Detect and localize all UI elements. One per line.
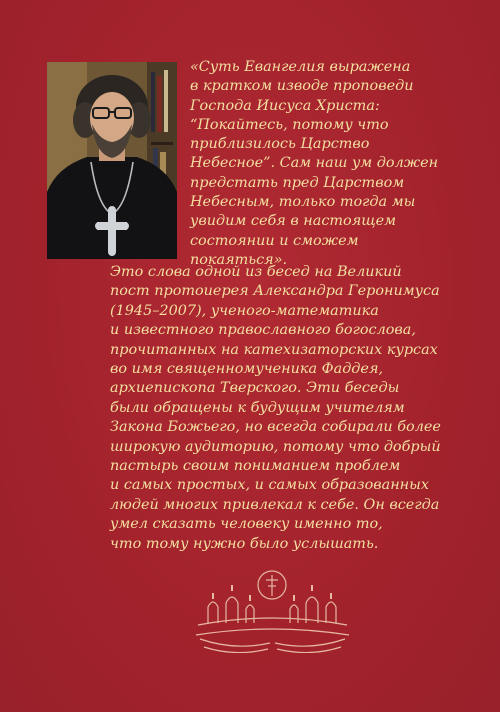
description-line: (1945–2007), ученого-математика bbox=[110, 302, 379, 319]
description-line: были обращены к будущим учителям bbox=[110, 399, 405, 416]
quote-line: покаяться». bbox=[190, 251, 288, 268]
description-line: архиепископа Тверского. Эти беседы bbox=[110, 380, 400, 397]
quote-line: увидим себя в настоящем bbox=[190, 213, 397, 230]
description-line: и самых простых, и самых образованных bbox=[110, 477, 429, 494]
quote-block bbox=[190, 58, 490, 270]
quote-line: в кратком изводе проповеди bbox=[190, 78, 414, 95]
monastery-emblem bbox=[190, 563, 355, 653]
description-line: Это слова одной из бесед на Великий bbox=[110, 264, 402, 280]
description-line: пастырь своим пониманием проблем bbox=[110, 458, 401, 475]
description-line: широкую аудиторию, потому что добрый bbox=[110, 438, 441, 455]
quote-line: “Покайтесь, потому что bbox=[190, 116, 389, 133]
description-line: людей многих привлекал к себе. Он всегда bbox=[110, 496, 440, 513]
description-line: и известного православного богослова, bbox=[110, 322, 416, 339]
quote-line: Небесным, только тогда мы bbox=[190, 194, 416, 211]
monastery-logo-icon bbox=[190, 563, 355, 653]
quote-line: Господа Иисуса Христа: bbox=[190, 97, 380, 114]
quote-line: Небесное”. Сам наш ум должен bbox=[190, 155, 439, 172]
description-line: во имя священномученика Фаддея, bbox=[110, 361, 384, 378]
portrait-image bbox=[47, 62, 177, 259]
quote-line: приблизилось Царство bbox=[190, 136, 370, 153]
description-line: пост протоиерея Александра Геронимуса bbox=[110, 283, 440, 300]
description-block bbox=[110, 263, 495, 554]
author-portrait bbox=[47, 62, 177, 259]
quote-line: состоянии и сможем bbox=[190, 232, 359, 249]
quote-line: предстать пред Царством bbox=[190, 174, 405, 191]
description-line: прочитанных на катехизаторских курсах bbox=[110, 341, 438, 358]
description-line: Закона Божьего, но всегда собирали более bbox=[110, 419, 441, 436]
description-line: что тому нужно было услышать. bbox=[110, 535, 379, 552]
quote-line: «Суть Евангелия выражена bbox=[190, 59, 411, 75]
description-line: умел сказать человеку именно то, bbox=[110, 516, 383, 533]
